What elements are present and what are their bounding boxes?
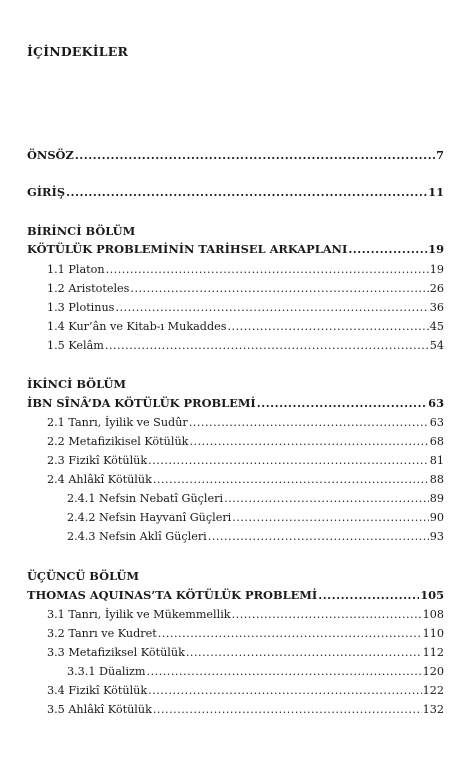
toc-leader-dots xyxy=(232,510,428,526)
toc-entry[interactable] xyxy=(47,472,444,488)
toc-subentry[interactable] xyxy=(67,491,444,507)
chapter-label: İKİNCİ BÖLÜM xyxy=(27,377,127,391)
toc-entry[interactable] xyxy=(47,702,444,718)
toc-entry-title: GİRİŞ xyxy=(27,185,66,199)
toc-entry-title: 2.4.3 Nefsin Aklî Güçleri xyxy=(67,530,207,543)
toc-entry-page: 132 xyxy=(422,703,444,716)
toc-entry-giris[interactable] xyxy=(27,184,444,200)
toc-entry-title: 3.3.1 Düalizm xyxy=(67,665,146,678)
chapter-label: BİRİNCİ BÖLÜM xyxy=(27,224,136,238)
toc-chapter-entry[interactable] xyxy=(27,395,444,411)
toc-entry[interactable] xyxy=(47,415,444,431)
toc-subentry[interactable] xyxy=(67,664,444,680)
toc-entry-title: KÖTÜLÜK PROBLEMİNİN TARİHSEL ARKAPLANI xyxy=(27,242,348,256)
toc-entry-page: 90 xyxy=(429,511,444,524)
toc-leader-dots xyxy=(147,664,422,680)
toc-entry-page: 112 xyxy=(422,646,444,659)
toc-leader-dots xyxy=(115,300,428,316)
toc-entry[interactable] xyxy=(47,262,444,278)
toc-entry-title: 1.3 Plotinus xyxy=(47,301,115,314)
toc-entry-title: İBN SÎNÂ’DA KÖTÜLÜK PROBLEMİ xyxy=(27,396,256,410)
toc-leader-dots xyxy=(232,607,422,623)
toc-chapter-entry[interactable] xyxy=(27,241,444,257)
toc-entry[interactable] xyxy=(47,645,444,661)
toc-leader-dots xyxy=(189,434,428,450)
toc-entry[interactable] xyxy=(47,300,444,316)
toc-entry[interactable] xyxy=(47,281,444,297)
toc-entry-onsoz[interactable] xyxy=(27,147,444,163)
toc-entry-title: 1.4 Kur’ân ve Kitab-ı Mukaddes xyxy=(47,320,227,333)
toc-entry-page: 88 xyxy=(429,473,444,486)
toc-entry-title: 3.4 Fizikî Kötülük xyxy=(47,684,148,697)
toc-entry-page: 93 xyxy=(429,530,444,543)
toc-leader-dots xyxy=(148,453,429,469)
toc-entry-page: 122 xyxy=(422,684,444,697)
toc-leader-dots xyxy=(348,241,427,257)
toc-entry-title: THOMAS AQUINAS’TA KÖTÜLÜK PROBLEMİ xyxy=(27,588,318,602)
toc-entry[interactable] xyxy=(47,338,444,354)
toc-chapter-entry[interactable] xyxy=(27,587,444,603)
toc-entry[interactable] xyxy=(47,607,444,623)
toc-leader-dots xyxy=(130,281,428,297)
toc-entry-page: 120 xyxy=(422,665,444,678)
toc-entry-page: 45 xyxy=(429,320,444,333)
toc-entry-page: 63 xyxy=(428,396,444,410)
toc-leader-dots xyxy=(148,683,422,699)
toc-entry-title: 3.3 Metafiziksel Kötülük xyxy=(47,646,185,659)
toc-leader-dots xyxy=(189,415,429,431)
toc-leader-dots xyxy=(153,702,422,718)
toc-entry[interactable] xyxy=(47,626,444,642)
toc-entry-page: 26 xyxy=(429,282,444,295)
toc-leader-dots xyxy=(158,626,422,642)
toc-entry[interactable] xyxy=(47,453,444,469)
toc-leader-dots xyxy=(66,184,427,200)
toc-leader-dots xyxy=(75,147,435,163)
toc-entry-page: 7 xyxy=(436,148,444,162)
toc-entry-title: 3.2 Tanrı ve Kudret xyxy=(47,627,157,640)
toc-entry-page: 68 xyxy=(429,435,444,448)
toc-leader-dots xyxy=(105,338,429,354)
toc-entry-title: 2.4.1 Nefsin Nebatî Güçleri xyxy=(67,492,224,505)
toc-subentry[interactable] xyxy=(67,510,444,526)
toc-entry-page: 54 xyxy=(429,339,444,352)
toc-entry[interactable] xyxy=(47,683,444,699)
toc-leader-dots xyxy=(224,491,429,507)
toc-leader-dots xyxy=(257,395,427,411)
toc-entry-title: ÖNSÖZ xyxy=(27,148,74,162)
toc-entry-page: 63 xyxy=(429,416,444,429)
toc-subentry[interactable] xyxy=(67,529,444,545)
toc-leader-dots xyxy=(227,319,428,335)
toc-entry-title: 3.5 Ahlâkî Kötülük xyxy=(47,703,152,716)
toc-entry[interactable] xyxy=(47,434,444,450)
toc-entry-title: 2.3 Fizikî Kötülük xyxy=(47,454,148,467)
toc-entry-page: 108 xyxy=(422,608,444,621)
toc-entry-page: 105 xyxy=(420,588,444,602)
page-title: İÇİNDEKİLER xyxy=(27,44,129,59)
toc-entry-title: 1.1 Platon xyxy=(47,263,105,276)
toc-leader-dots xyxy=(208,529,429,545)
toc-entry-title: 3.1 Tanrı, İyilik ve Mükemmellik xyxy=(47,608,231,621)
toc-entry-title: 1.5 Kelâm xyxy=(47,339,104,352)
toc-entry-title: 2.4 Ahlâkî Kötülük xyxy=(47,473,152,486)
toc-leader-dots xyxy=(106,262,429,278)
toc-entry-title: 2.4.2 Nefsin Hayvanî Güçleri xyxy=(67,511,232,524)
toc-entry-title: 2.2 Metafizikisel Kötülük xyxy=(47,435,189,448)
toc-leader-dots xyxy=(153,472,429,488)
toc-leader-dots xyxy=(318,587,419,603)
toc-entry-page: 81 xyxy=(429,454,444,467)
toc-entry-page: 36 xyxy=(429,301,444,314)
toc-entry-page: 89 xyxy=(429,492,444,505)
toc-entry-page: 11 xyxy=(428,185,444,199)
toc-leader-dots xyxy=(186,645,422,661)
toc-entry-title: 1.2 Aristoteles xyxy=(47,282,130,295)
toc-entry[interactable] xyxy=(47,319,444,335)
toc-entry-title: 2.1 Tanrı, İyilik ve Sudûr xyxy=(47,416,188,429)
toc-entry-page: 19 xyxy=(428,242,444,256)
toc-entry-page: 110 xyxy=(422,627,444,640)
chapter-label: ÜÇÜNCÜ BÖLÜM xyxy=(27,569,139,583)
toc-entry-page: 19 xyxy=(429,263,444,276)
